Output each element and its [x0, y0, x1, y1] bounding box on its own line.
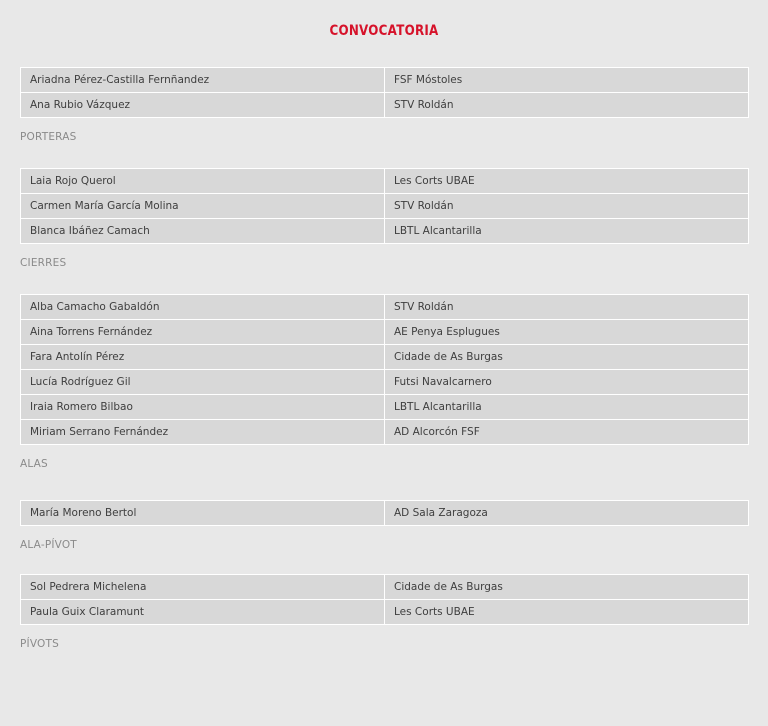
- player-name: Carmen María García Molina: [21, 194, 385, 219]
- roster-group-ala-pivot: [20, 500, 748, 551]
- roster-table: [20, 168, 749, 244]
- player-club: Les Corts UBAE: [385, 169, 749, 194]
- player-name: Blanca Ibáñez Camach: [21, 219, 385, 244]
- table-row: [21, 501, 749, 526]
- player-name: Ana Rubio Vázquez: [21, 93, 385, 118]
- player-club: AD Alcorcón FSF: [385, 420, 749, 445]
- table-row: [21, 420, 749, 445]
- page-title: CONVOCATORIA: [329, 23, 439, 39]
- roster-group-alas: [20, 294, 748, 470]
- player-name: Laia Rojo Querol: [21, 169, 385, 194]
- section-label: ALA-PÍVOT: [20, 539, 77, 551]
- roster-group-porteras: [20, 67, 748, 143]
- player-name: Aina Torrens Fernández: [21, 320, 385, 345]
- roster-group-cierres: [20, 168, 748, 269]
- table-row: [21, 68, 749, 93]
- player-club: Futsi Navalcarnero: [385, 370, 749, 395]
- table-row: [21, 169, 749, 194]
- roster-table: [20, 67, 749, 118]
- section-label: CIERRES: [20, 257, 67, 269]
- roster-group-pivots: [20, 574, 748, 650]
- roster-table: [20, 294, 749, 445]
- roster-table: [20, 574, 749, 625]
- player-name: Miriam Serrano Fernández: [21, 420, 385, 445]
- player-name: Fara Antolín Pérez: [21, 345, 385, 370]
- player-name: Lucía Rodríguez Gil: [21, 370, 385, 395]
- player-club: AE Penya Esplugues: [385, 320, 749, 345]
- player-name: Alba Camacho Gabaldón: [21, 295, 385, 320]
- player-name: Ariadna Pérez-Castilla Fernñandez: [21, 68, 385, 93]
- player-club: LBTL Alcantarilla: [385, 395, 749, 420]
- player-club: STV Roldán: [385, 93, 749, 118]
- table-row: [21, 575, 749, 600]
- table-row: [21, 345, 749, 370]
- table-row: [21, 370, 749, 395]
- section-label: PORTERAS: [20, 131, 77, 143]
- player-club: LBTL Alcantarilla: [385, 219, 749, 244]
- player-club: STV Roldán: [385, 194, 749, 219]
- player-club: Cidade de As Burgas: [385, 575, 749, 600]
- table-row: [21, 194, 749, 219]
- table-row: [21, 295, 749, 320]
- roster-table: [20, 500, 749, 526]
- section-label: ALAS: [20, 458, 48, 470]
- section-label: PÍVOTS: [20, 638, 59, 650]
- player-name: Iraia Romero Bilbao: [21, 395, 385, 420]
- player-club: FSF Móstoles: [385, 68, 749, 93]
- player-club: Les Corts UBAE: [385, 600, 749, 625]
- player-club: STV Roldán: [385, 295, 749, 320]
- player-club: Cidade de As Burgas: [385, 345, 749, 370]
- table-row: [21, 320, 749, 345]
- table-row: [21, 600, 749, 625]
- player-club: AD Sala Zaragoza: [385, 501, 749, 526]
- player-name: Paula Guix Claramunt: [21, 600, 385, 625]
- table-row: [21, 219, 749, 244]
- table-row: [21, 395, 749, 420]
- table-row: [21, 93, 749, 118]
- player-name: María Moreno Bertol: [21, 501, 385, 526]
- player-name: Sol Pedrera Michelena: [21, 575, 385, 600]
